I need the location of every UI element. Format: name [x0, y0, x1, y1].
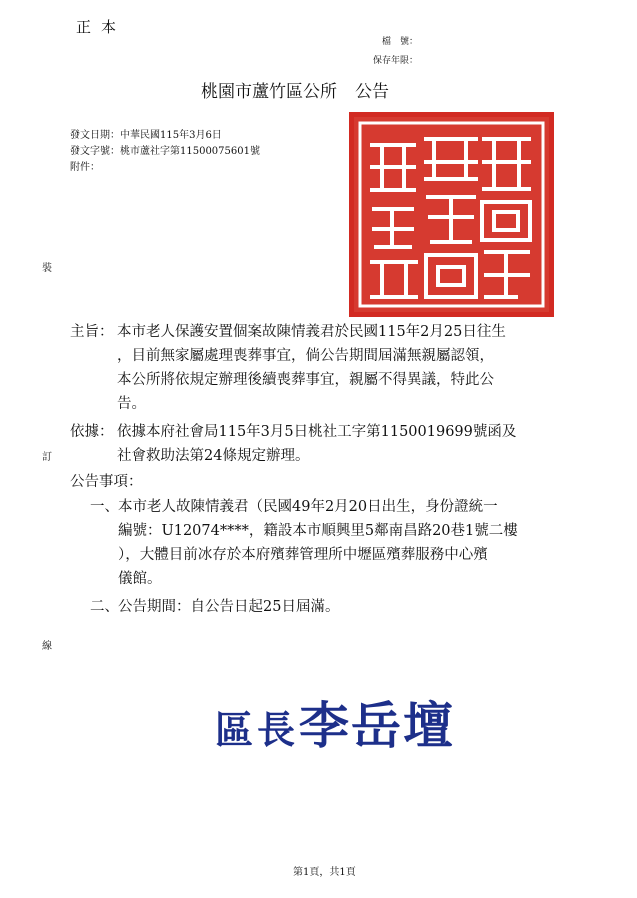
subject-line-4: 告。 — [117, 396, 146, 412]
page-title — [201, 77, 389, 102]
copy-mark: 正本 — [76, 18, 127, 36]
binding-mark-1: 裝 — [42, 263, 52, 274]
item-1-line-1: 本市老人故陳情義君（民國49年2月20日出生，身份證統一 — [118, 499, 498, 515]
agency-name: 桃園市蘆竹區公所 — [201, 82, 337, 102]
issue-number: 發文字號：桃市蘆社字第11500075601號 — [70, 146, 260, 157]
signature-title: 區長 — [215, 707, 300, 752]
official-seal — [349, 112, 554, 317]
item-2-number: 二、 — [90, 599, 119, 615]
item-2-text: 公告期間：自公告日起25日屆滿。 — [118, 599, 340, 615]
page-number: 第1頁，共1頁 — [293, 867, 356, 878]
basis-label: 依據： — [70, 424, 114, 440]
item-1-line-3: ），大體目前冰存於本府殯葬管理所中壢區殯葬服務中心殯 — [118, 547, 488, 563]
subject-line-3: 本公所將依規定辦理後續喪葬事宜，親屬不得異議，特此公 — [117, 372, 494, 388]
seal-glyphs-icon — [354, 117, 549, 312]
file-number-label: 檔 號： — [381, 37, 418, 47]
basis-line-1: 依據本府社會局115年3月5日桃社工字第1150019699號函及 — [117, 424, 517, 440]
item-1-line-4: 儀館。 — [118, 571, 162, 587]
item-1-line-2: 編號：U12074****，籍設本市順興里5鄰南昌路20巷1號二樓 — [118, 523, 518, 539]
signature-stamp — [215, 686, 455, 758]
binding-mark-3: 線 — [42, 641, 52, 652]
signature-name: 李岳壇 — [299, 696, 456, 755]
issue-date: 發文日期：中華民國115年3月6日 — [70, 130, 222, 141]
attachment-field: 附件： — [70, 162, 100, 173]
document-type: 公告 — [355, 82, 389, 102]
retention-label: 保存年限： — [372, 56, 418, 66]
items-label: 公告事項： — [70, 474, 143, 490]
item-1-number: 一、 — [90, 499, 119, 515]
subject-line-1: 本市老人保護安置個案故陳情義君於民國115年2月25日往生 — [117, 324, 506, 340]
binding-mark-2: 訂 — [42, 452, 52, 463]
subject-line-2: ，目前無家屬處理喪葬事宜，倘公告期間屆滿無親屬認領， — [117, 348, 494, 364]
basis-line-2: 社會救助法第24條規定辦理。 — [117, 448, 310, 464]
subject-label: 主旨： — [70, 324, 114, 340]
